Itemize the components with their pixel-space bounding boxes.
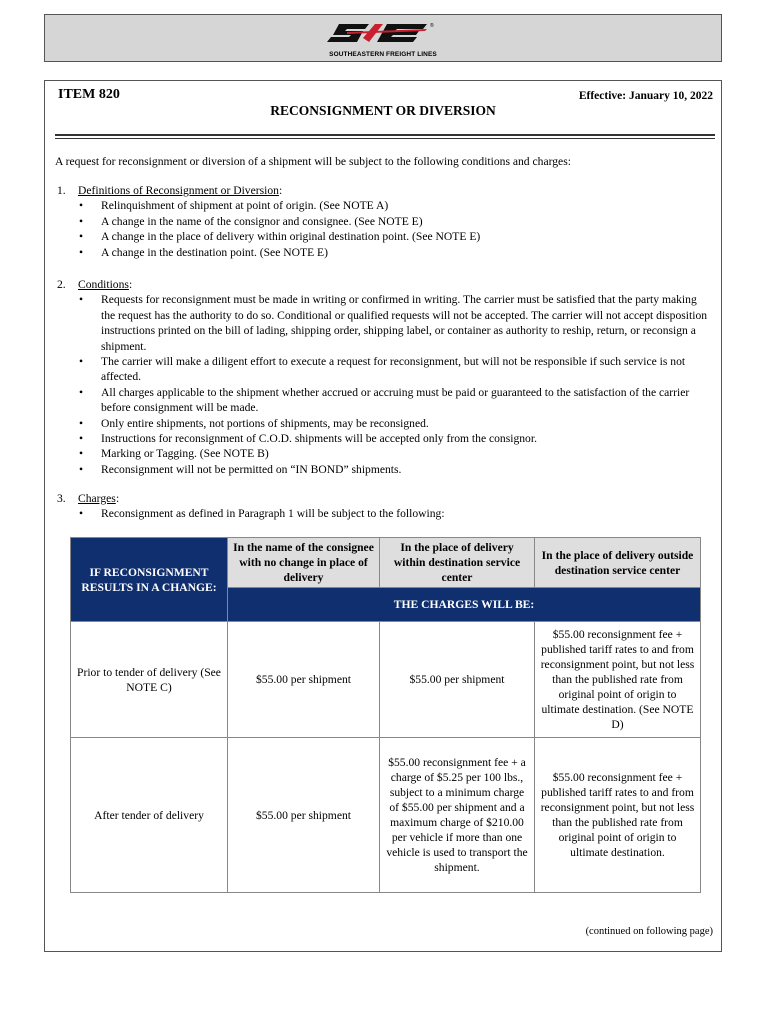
charges-subheader: THE CHARGES WILL BE: xyxy=(228,588,701,622)
section-number: 2. xyxy=(57,278,66,291)
charges-list xyxy=(79,506,711,521)
list-item: • Instructions for reconsignment of C.O.D. shipments will be accepted only from the consignor. xyxy=(79,431,711,446)
southeastern-freight-lines-logo xyxy=(323,18,443,60)
table-cell: $55.00 per shipment xyxy=(228,622,380,738)
item-number: ITEM 820 xyxy=(58,87,120,102)
conditions-list xyxy=(79,292,711,477)
company-header-band xyxy=(44,14,722,62)
page-title: RECONSIGNMENT OR DIVERSION xyxy=(270,103,496,118)
svg-text:®: ® xyxy=(430,23,434,29)
list-item: • Marking or Tagging. (See NOTE B) xyxy=(79,446,711,461)
section-heading: Definitions of Reconsignment or Diversion xyxy=(78,184,279,197)
table-header-row xyxy=(71,538,701,588)
column-header: In the place of delivery outside destination service center xyxy=(535,538,701,588)
title-divider xyxy=(55,134,715,136)
list-item: • A change in the destination point. (See NOTE E) xyxy=(79,245,711,260)
continued-note: (continued on following page) xyxy=(585,926,713,937)
logo-company-name: SOUTHEASTERN FREIGHT LINES xyxy=(329,51,437,58)
charges-table xyxy=(70,537,701,893)
list-item: • A change in the place of delivery within original destination point. (See NOTE E) xyxy=(79,229,711,244)
list-item: • Requests for reconsignment must be made in writing or confirmed in writing. The carrier must be satisfied that the party making the request has the authority to do so. Conditional or qualified requests will not be accepted. The carrier will not accept disposition instructions printed on the bill of lading, shipping order, shipping label, or container as authority to reship, return, or reconsign a shipment. xyxy=(79,292,711,354)
table-cell: $55.00 reconsignment fee + published tariff rates to and from reconsignment point, but not less than the published rate from original point of origin to ultimate destination. (See NOTE D) xyxy=(535,622,701,738)
section-heading: Conditions xyxy=(78,278,129,291)
title-divider-thin xyxy=(55,138,715,139)
row-label: After tender of delivery xyxy=(71,738,228,893)
table-cell: $55.00 per shipment xyxy=(228,738,380,893)
table-cell: $55.00 reconsignment fee + published tariff rates to and from reconsignment point, but not less than the published rate from original point of origin to ultimate destination. xyxy=(535,738,701,893)
list-item: • Relinquishment of shipment at point of origin. (See NOTE A) xyxy=(79,198,711,213)
table-cell: $55.00 reconsignment fee + a charge of $5.25 per 100 lbs., subject to a minimum charge of $55.00 per shipment and a maximum charge of $210.00 per vehicle if more than one vehicle is used to transport the shipment. xyxy=(380,738,535,893)
column-header: In the place of delivery within destination service center xyxy=(380,538,535,588)
effective-date: Effective: January 10, 2022 xyxy=(578,90,713,102)
intro-paragraph: A request for reconsignment or diversion of a shipment will be subject to the following conditions and charges: xyxy=(55,155,571,168)
section-number: 3. xyxy=(57,492,66,505)
row-label: Prior to tender of delivery (See NOTE C) xyxy=(71,622,228,738)
list-item: • Reconsignment will not be permitted on “IN BOND” shipments. xyxy=(79,462,711,477)
section-heading: Charges xyxy=(78,492,116,505)
column-header: In the name of the consignee with no change in place of delivery xyxy=(228,538,380,588)
definitions-list xyxy=(79,198,711,260)
list-item: • A change in the name of the consignor and consignee. (See NOTE E) xyxy=(79,214,711,229)
section-number: 1. xyxy=(57,184,66,197)
logo-mark-icon xyxy=(323,18,443,50)
heading-suffix: : xyxy=(129,278,133,291)
table-corner-header: IF RECONSIGNMENT RESULTS IN A CHANGE: xyxy=(71,538,228,622)
heading-suffix: : xyxy=(279,184,283,197)
table-cell: $55.00 per shipment xyxy=(380,622,535,738)
tariff-item-box xyxy=(44,80,722,952)
list-item: • Only entire shipments, not portions of shipments, may be reconsigned. xyxy=(79,416,711,431)
table-row xyxy=(71,622,701,738)
heading-suffix: : xyxy=(116,492,120,505)
list-item: • The carrier will make a diligent effort to execute a request for reconsignment, but will not be responsible if such service is not affected. xyxy=(79,354,711,385)
list-item: • Reconsignment as defined in Paragraph 1 will be subject to the following: xyxy=(79,506,711,521)
table-row xyxy=(71,738,701,893)
list-item: • All charges applicable to the shipment whether accrued or accruing must be paid or guaranteed to the satisfaction of the carrier before consignment will be made. xyxy=(79,385,711,416)
